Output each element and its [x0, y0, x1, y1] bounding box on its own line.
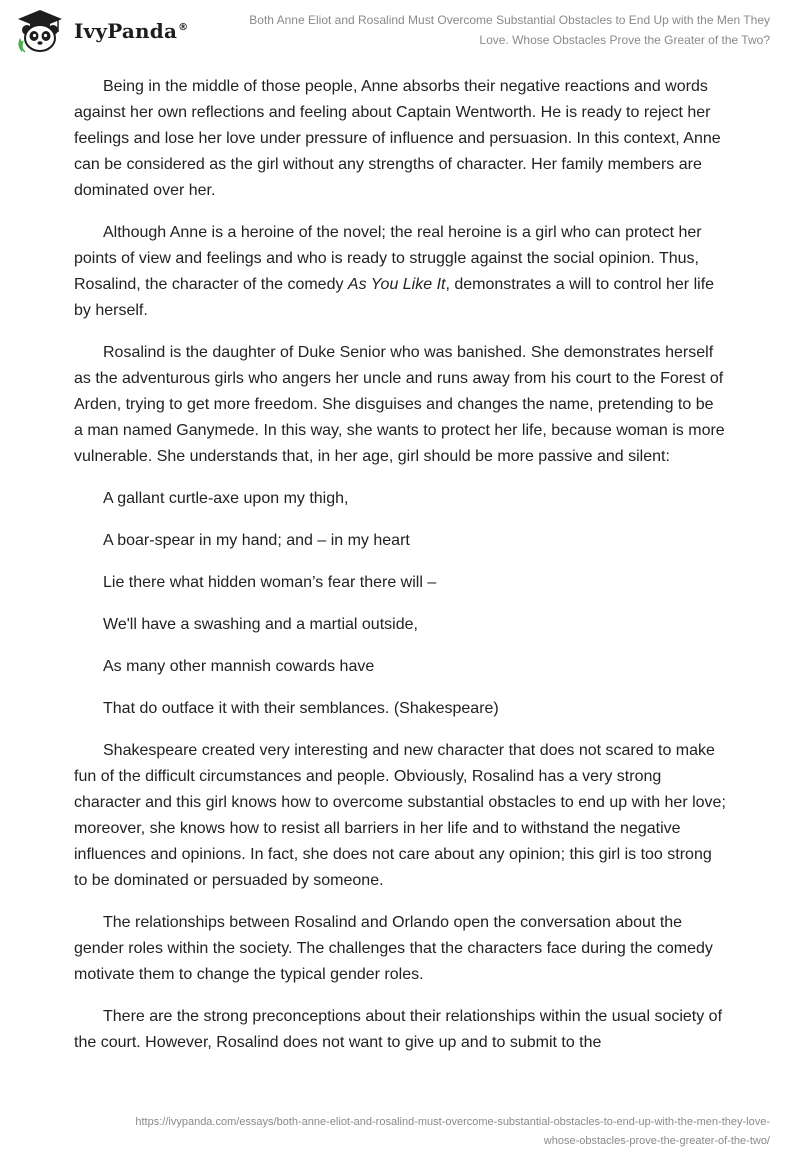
verse-line: We'll have a swashing and a martial outside, [103, 616, 418, 633]
verse-line: As many other mannish cowards have [103, 658, 375, 675]
paragraph-2 [74, 220, 726, 324]
verse-line: That do outface it with their semblances. (Shakespeare) [103, 700, 499, 717]
brand-logo[interactable] [14, 8, 188, 54]
registered-mark: ® [178, 22, 189, 34]
paragraph-4: Shakespeare created very interesting and new character that does not scared to make fun of the difficult circumstances and people. Obviously, Rosalind has a very strong character and this girl knows how to overcome substantial obstacles to end up with her love; moreover, she knows how to resist all barriers in her life and to withstand the negative influences and opinions. In fact, she does not care about any opinion; this girl is too strong to be dominated or persuaded by someone. [74, 742, 726, 889]
essay-title-line-2: Love. Whose Obstacles Prove the Greater of the Two? [479, 33, 770, 47]
source-url-line-2: whose-obstacles-prove-the-greater-of-the-two/ [543, 1135, 770, 1147]
page-header [0, 0, 800, 60]
source-url-line-1: https://ivypanda.com/essays/both-anne-eliot-and-rosalind-must-overcome-substantial-obstacles-to-end-up-with-the-men-they-love- [135, 1116, 770, 1128]
source-url[interactable] [30, 1113, 770, 1151]
essay-body [74, 74, 726, 1072]
play-title: As You Like It [347, 276, 446, 293]
verse-line: Lie there what hidden woman’s fear there will – [103, 574, 437, 591]
paragraph-3: Rosalind is the daughter of Duke Senior who was banished. She demonstrates herself as the adventurous girls who angers her uncle and runs away from his court to the Forest of Arden, trying to get more freedom. She disguises and changes the name, pretending to be a man named Ganymede. In this way, she wants to protect her life, because woman is more vulnerable. She understands that, in her age, girl should be more passive and silent: [74, 344, 725, 465]
essay-title-line-1: Both Anne Eliot and Rosalind Must Overcome Substantial Obstacles to End Up with the Men They [249, 13, 770, 27]
paragraph-2-text-a: Although Anne is a heroine of the novel; the real heroine is a girl who can protect her points of view and feelings and who is ready to struggle against the social opinion. Thus, Rosalind, the character of the comedy [74, 224, 702, 293]
paragraph-6: There are the strong preconceptions about their relationships within the usual society of the court. However, Rosalind does not want to give up and to submit to the [74, 1008, 723, 1051]
brand-name: IvyPanda® [74, 19, 189, 43]
verse-line: A gallant curtle-axe upon my thigh, [103, 490, 349, 507]
paragraph-5: The relationships between Rosalind and Orlando open the conversation about the gender roles within the society. The challenges that the characters face during the comedy motivate them to change the typical gender roles. [74, 914, 713, 983]
paragraph-1: Being in the middle of those people, Anne absorbs their negative reactions and words against her own reflections and feeling about Captain Wentworth. He is ready to reject her feelings and lose her love under pressure of influence and persuasion. In this context, Anne can be considered as the girl without any strengths of character. Her family members are dominated over her. [74, 78, 721, 199]
paragraph-2-text-b: , demonstrates a will to control her life by herself. [74, 276, 715, 319]
essay-title [210, 10, 770, 50]
verse-line: A boar-spear in my hand; and – in my heart [103, 532, 410, 549]
panda-graduate-icon [14, 8, 66, 54]
